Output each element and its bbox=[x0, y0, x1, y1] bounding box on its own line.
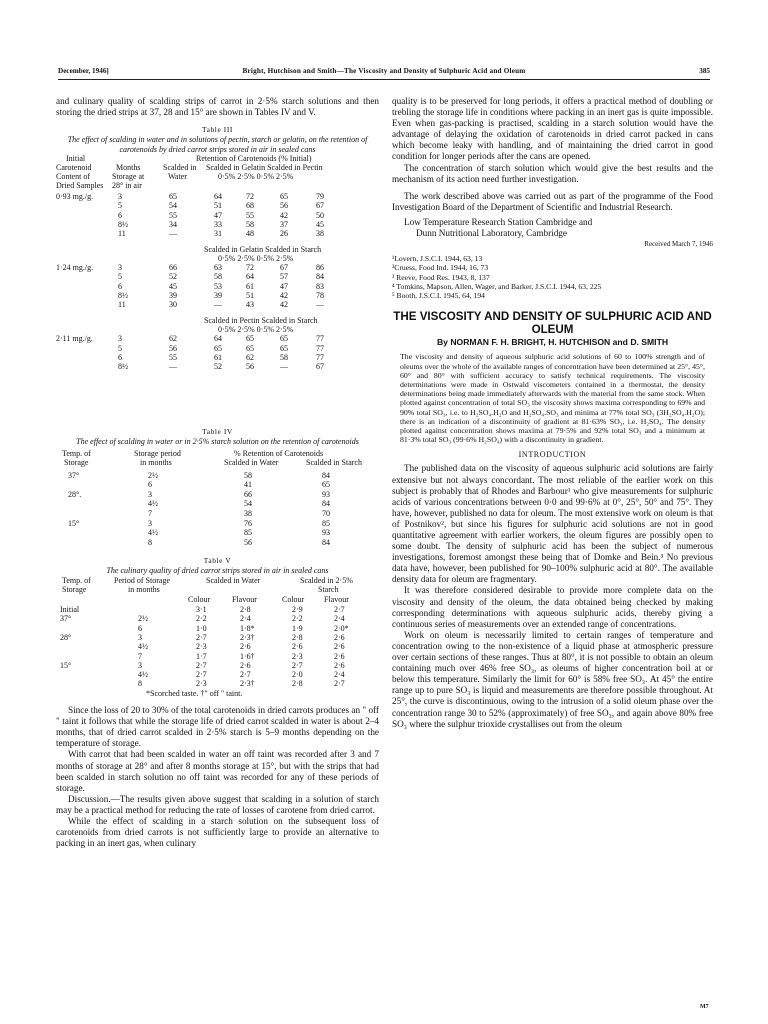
t4-cell: 6 bbox=[148, 480, 152, 490]
t5-footnote: *Scorched taste. †" off " taint. bbox=[146, 689, 243, 699]
t4-cell: 15° bbox=[68, 518, 80, 528]
t4-cell: 7 bbox=[148, 508, 152, 518]
t3-head-dried: Dried Samples bbox=[56, 181, 104, 191]
t5-cell: 2·3† bbox=[240, 632, 255, 642]
t3-cell: 50 bbox=[316, 210, 324, 220]
t3-head-storage: Storage at bbox=[112, 172, 145, 182]
t3-cell: 42 bbox=[280, 210, 288, 220]
t3-cell: 61 bbox=[214, 352, 222, 362]
t3-cell: 5 bbox=[118, 343, 122, 353]
table4-title: Table IV bbox=[202, 427, 233, 437]
t4-cell: 37° bbox=[68, 470, 80, 480]
t3-cell: 66 bbox=[169, 263, 177, 273]
t3-cell: 68 bbox=[246, 201, 254, 211]
t5-cell: 2·7 bbox=[240, 670, 251, 680]
t3-block-label: 1·24 mg./g. bbox=[56, 263, 94, 273]
t5-cell: 2·6 bbox=[292, 642, 303, 652]
t4-cell: 28°. bbox=[68, 489, 82, 499]
t4-cell: 4½ bbox=[148, 499, 158, 509]
t3-cell: 33 bbox=[214, 219, 222, 229]
t4-cell: 85 bbox=[322, 518, 330, 528]
t4-head-storage: Storage bbox=[64, 457, 89, 467]
t3-cell: 47 bbox=[214, 210, 222, 220]
t3-cell: 42 bbox=[280, 300, 288, 310]
t3-cell: 47 bbox=[280, 281, 288, 291]
t3-cell: 37 bbox=[280, 219, 288, 229]
t3-head-water: Water bbox=[168, 172, 187, 182]
t5-cell: 2·3 bbox=[292, 651, 303, 661]
t4-cell: 3 bbox=[148, 489, 152, 499]
article-abstract: The viscosity and density of aqueous sulphuric acid solutions of 60 to 100% strength and of oleums over the whole of the available ranges of concentration have been determined at 25°, 45°, 60° and 80° with sufficient accuracy to satisfy technical requirements. The viscosity determinations were made in Ostwald viscometers contained in a thermostat, the density determinations being made immediately afterwards with the material from the same stock. When plotted against concentration of total SO₃ the viscosity shows maxima corresponding to 69% and 90% total SO₃, i.e. to H₂SO₄.H₂O and H₂SO₄.SO₃ and minima at 77% total SO₃ (3H₂SO₄.H₂O); there is an indication of a discontinuity of gradient at 81·63% SO₃, i.e. H₂SO₄. The density plotted against concentration shows maxima at 79·5% and 92% total SO₃ and a minimum at 81·3% total SO₃ (99·6% H₂SO₄) with a discontinuity in gradient. bbox=[400, 352, 705, 445]
t5-cell: 8 bbox=[138, 679, 142, 689]
t5-cell: 3·1 bbox=[196, 605, 207, 615]
article-title: THE VISCOSITY AND DENSITY OF SULPHURIC ACID AND OLEUM bbox=[393, 310, 712, 337]
t3-cell: 42 bbox=[280, 291, 288, 301]
introduction-heading: INTRODUCTION bbox=[518, 450, 587, 460]
t5-head-starch: Scalded in 2·5% bbox=[300, 576, 353, 586]
t4-cell: 84 bbox=[322, 470, 330, 480]
table5-caption: The culinary quality of dried carrot strips stored in air in sealed cans bbox=[106, 565, 329, 575]
t5-head-months: in months bbox=[128, 585, 160, 595]
t3-head-retention: Retention of Carotenoids (% Initial) bbox=[196, 154, 312, 164]
t5-head-colour1: Colour bbox=[188, 595, 211, 605]
table3-title: Table III bbox=[202, 125, 233, 135]
t5-cell: 2·3 bbox=[196, 679, 207, 689]
t5-cell: 2·8 bbox=[292, 679, 303, 689]
t5-cell: 1·9 bbox=[292, 623, 303, 633]
right-paragraph-2: The concentration of starch solution which would give the best results and the mechanism of its action need further investigation. bbox=[392, 162, 713, 184]
t5-cell: 2·4 bbox=[334, 670, 345, 680]
left-column bbox=[56, 96, 379, 849]
t4-cell: 84 bbox=[322, 499, 330, 509]
affiliation-line-2: Dunn Nutritional Laboratory, Cambridge bbox=[416, 228, 567, 239]
t4-cell: 56 bbox=[244, 537, 252, 547]
t4-cell: 3 bbox=[148, 518, 152, 528]
table3 bbox=[56, 154, 379, 422]
t3-cell: 58 bbox=[246, 219, 254, 229]
t3-cell: 58 bbox=[214, 272, 222, 282]
t5-cell: 2·0* bbox=[334, 623, 349, 633]
t5-cell: 3 bbox=[138, 660, 142, 670]
right-paragraph-1: quality is to be preserved for long periods, it offers a practical method of doubling or trebling the storage life in conditions where packing in an inert gas is quite impossible. Even when gas-packing is practised, scalding in a starch solution would have the advantage of delaying the oxidation of carotenoids in dried carrot packed in cans which become leaky with handling, and of maintaining the dried carrot in good condition for longer periods after the cans are opened. bbox=[392, 96, 713, 162]
running-title: Bright, Hutchison and Smith—The Viscosity and Density of Sulphuric Acid and Oleum bbox=[242, 67, 526, 75]
t3-cell: 77 bbox=[316, 352, 324, 362]
t5-cell: 1·0 bbox=[196, 623, 207, 633]
t5-cell: 2·6 bbox=[240, 642, 251, 652]
t3-cell: 58 bbox=[280, 352, 288, 362]
t3-cell: 86 bbox=[316, 263, 324, 273]
t3-cell: 62 bbox=[169, 334, 177, 344]
t5-cell: 1·6† bbox=[240, 651, 255, 661]
t3-cell: 67 bbox=[316, 362, 324, 372]
t3-cell: 84 bbox=[316, 272, 324, 282]
article-authors: By NORMAN F. H. BRIGHT, H. HUTCHISON and D. SMITH bbox=[436, 337, 669, 348]
t3-cell: 8½ bbox=[118, 291, 128, 301]
t3-cell: 65 bbox=[280, 343, 288, 353]
t5-cell: 2·6 bbox=[334, 651, 345, 661]
t5-cell: 2·7 bbox=[196, 670, 207, 680]
affiliation-line-1: Low Temperature Research Station Cambridge and bbox=[404, 216, 593, 227]
t5-cell: 2·7 bbox=[334, 679, 345, 689]
t3-cell: 53 bbox=[214, 281, 222, 291]
t3-cell: 11 bbox=[118, 300, 126, 310]
left-paragraph-3: Discussion.—The results given above suggest that scalding in a solution of starch may be a practical method for reducing the rate of losses of carotene from dried carrot. bbox=[56, 793, 379, 815]
t5-cell: 2·3 bbox=[196, 642, 207, 652]
t3-cell: 64 bbox=[214, 192, 222, 202]
table5 bbox=[56, 575, 379, 699]
t4-cell: 65 bbox=[322, 480, 330, 490]
table4-caption: The effect of scalding in water or in 2·5% starch solution on the retention of carotenoids bbox=[76, 437, 359, 447]
t4-head-months: in months bbox=[140, 457, 172, 467]
t5-cell: 2½ bbox=[138, 614, 148, 624]
t3-cell: 77 bbox=[316, 334, 324, 344]
t5-head-flavour1: Flavour bbox=[232, 595, 257, 605]
table3-caption: The effect of scalding in water and in solutions of pectin, starch or gelatin, on the retention of carotenoids by dried carrot strips stored in air in sealed cans bbox=[67, 135, 368, 154]
t3-cell: 54 bbox=[169, 201, 177, 211]
t3-cell: 77 bbox=[316, 343, 324, 353]
t4-cell: 93 bbox=[322, 528, 330, 538]
t3-cell: 3 bbox=[118, 334, 122, 344]
t3-cell: 39 bbox=[169, 291, 177, 301]
t5-cell: 2·2 bbox=[196, 614, 207, 624]
t3-cell: 45 bbox=[316, 219, 324, 229]
t5-head-starch2: Starch bbox=[318, 585, 339, 595]
t5-head-flavour2: Flavour bbox=[324, 595, 349, 605]
t5-cell: 2·7 bbox=[292, 660, 303, 670]
t5-cell: 2·9 bbox=[292, 605, 303, 615]
t3-head-months: Months bbox=[116, 163, 141, 173]
t4-cell: 38 bbox=[244, 508, 252, 518]
received-date: Received March 7, 1946 bbox=[644, 240, 713, 249]
t5-cell: 37° bbox=[60, 614, 72, 624]
t3-cell: 31 bbox=[214, 229, 222, 239]
t3-cell: 65 bbox=[214, 343, 222, 353]
t3-cell: 67 bbox=[280, 263, 288, 273]
t3-cell: — bbox=[214, 300, 222, 310]
t3-head-carotenoid: Carotenoid bbox=[56, 163, 92, 173]
t3-cell: 30 bbox=[169, 300, 177, 310]
t3-cell: 51 bbox=[246, 291, 254, 301]
t3-cell: 5 bbox=[118, 201, 122, 211]
t4-head-temp: Temp. of bbox=[62, 448, 91, 458]
t5-cell: 2·8 bbox=[292, 632, 303, 642]
t5-cell: 2·0 bbox=[292, 670, 303, 680]
t3-block-conc: 0·5% 2·5% 0·5% 2·5% bbox=[218, 324, 294, 334]
t3-cell: 3 bbox=[118, 192, 122, 202]
t5-cell: 2·2 bbox=[292, 614, 303, 624]
t3-block-label: 2·11 mg./g. bbox=[56, 334, 93, 344]
t3-cell: 8½ bbox=[118, 219, 128, 229]
t4-head-starch: Scalded in Starch bbox=[306, 457, 362, 467]
right-paragraph-3: The work described above was carried out as part of the programme of the Food Investigation Board of the Department of Scientific and Industrial Research. bbox=[392, 190, 713, 212]
left-paragraph-2: With carrot that had been scalded in water an off taint was recorded after 3 and 7 months of storage at 28° and after 8 months storage at 15°, but with the strips that had been scalded in starch solution no off taint was recorded for any of these periods of storage. bbox=[56, 749, 379, 793]
t3-cell: 56 bbox=[246, 362, 254, 372]
t4-cell: 70 bbox=[322, 508, 330, 518]
t3-cell: — bbox=[316, 300, 324, 310]
t3-cell: 72 bbox=[246, 263, 254, 273]
t4-cell: 58 bbox=[244, 470, 252, 480]
t3-cell: 43 bbox=[246, 300, 254, 310]
t5-head-period: Period of Storage bbox=[114, 576, 170, 586]
page-number: 385 bbox=[699, 67, 710, 75]
t3-cell: 55 bbox=[246, 210, 254, 220]
t5-cell: 2·8 bbox=[240, 605, 251, 615]
t5-cell: 2·7 bbox=[196, 660, 207, 670]
reference-1: ¹Lovern, J.S.C.I. 1944, 63, 13 bbox=[392, 254, 483, 264]
t5-cell: 2·3† bbox=[240, 679, 255, 689]
t4-cell: 76 bbox=[244, 518, 252, 528]
t4-cell: 85 bbox=[244, 528, 252, 538]
t3-head-conc1: 0·5% 2·5% 0·5% 2·5% bbox=[218, 172, 294, 182]
t5-head-water: Scalded in Water bbox=[206, 576, 261, 586]
t3-cell: 11 bbox=[118, 229, 126, 239]
t4-cell: 84 bbox=[322, 537, 330, 547]
t5-cell: 3 bbox=[138, 632, 142, 642]
t3-cell: 65 bbox=[246, 334, 254, 344]
t3-cell: 51 bbox=[214, 201, 222, 211]
t4-cell: 41 bbox=[244, 480, 252, 490]
t3-block-group: Scalded in Gelatin Scalded in Starch bbox=[204, 244, 322, 254]
t3-cell: 38 bbox=[316, 229, 324, 239]
intro-paragraph: and culinary quality of scalding strips of carrot in 2·5% starch solutions and then storing the dried strips at 37, 28 and 15° are shown in Tables IV and V. bbox=[56, 96, 379, 118]
t3-cell: 55 bbox=[169, 210, 177, 220]
journal-mark: M7 bbox=[700, 1004, 709, 1010]
t3-cell: 45 bbox=[169, 281, 177, 291]
t5-cell: 4½ bbox=[138, 642, 148, 652]
t3-cell: 52 bbox=[214, 362, 222, 372]
t3-cell: — bbox=[169, 362, 177, 372]
t3-cell: 3 bbox=[118, 263, 122, 273]
t5-cell: 6 bbox=[138, 623, 142, 633]
t3-head-content: Content of bbox=[56, 172, 90, 182]
t3-head-group1: Scalded in Gelatin Scalded in Pectin bbox=[206, 163, 323, 173]
t5-cell: 2·7 bbox=[196, 632, 207, 642]
t5-cell: 2·7 bbox=[334, 605, 345, 615]
t3-cell: 55 bbox=[169, 352, 177, 362]
issue-date: December, 1946] bbox=[58, 67, 109, 75]
t3-cell: 78 bbox=[316, 291, 324, 301]
reference-3: ³ Reeve, Food Res. 1943, 8, 137 bbox=[392, 272, 490, 282]
t3-cell: 64 bbox=[214, 334, 222, 344]
t3-cell: 6 bbox=[118, 210, 122, 220]
t3-cell: 56 bbox=[280, 201, 288, 211]
t5-cell: 2·6 bbox=[334, 642, 345, 652]
t3-cell: 26 bbox=[280, 229, 288, 239]
references bbox=[392, 254, 713, 300]
t3-head-temp: 28° in air bbox=[112, 181, 142, 191]
t3-cell: 5 bbox=[118, 272, 122, 282]
t5-head-storage: Storage bbox=[62, 585, 87, 595]
t3-head-scalded: Scalded in bbox=[163, 163, 197, 173]
t3-cell: 57 bbox=[280, 272, 288, 282]
reference-2: ²Cruess, Food Ind. 1944, 16, 73 bbox=[392, 263, 489, 273]
t3-cell: 6 bbox=[118, 281, 122, 291]
t5-cell: Initial bbox=[60, 605, 80, 615]
t3-cell: — bbox=[169, 229, 177, 239]
t3-cell: 39 bbox=[214, 291, 222, 301]
t3-cell: 52 bbox=[169, 272, 177, 282]
t3-cell: 6 bbox=[118, 352, 122, 362]
reference-4: ⁴ Tomkins, Mapson, Allen, Wager, and Barker, J.S.C.I. 1944, 63, 225 bbox=[392, 281, 602, 291]
t4-cell: 2½ bbox=[148, 470, 158, 480]
left-paragraph-1: Since the loss of 20 to 30% of the total carotenoids in dried carrots produces an " off " taint it follows that while the storage life of dried carrot scalded in water is about 2–4 months, that of dried carrot scalded in 2·5% starch is 5–9 months depending on the temperature of storage. bbox=[56, 705, 379, 749]
t3-block-group: Scalded in Pectin Scalded in Starch bbox=[204, 315, 318, 325]
t3-cell: 65 bbox=[280, 334, 288, 344]
t3-head-initial: Initial bbox=[66, 154, 86, 164]
t3-cell: 72 bbox=[246, 192, 254, 202]
t5-cell: 28° bbox=[60, 632, 72, 642]
body-paragraph-3: Work on oleum is necessarily limited to certain ranges of temperature and concentration owing to the non-existence of a liquid phase at atmospheric pressure over certain sections of these ranges. Thus at 80°, it is not possible to obtain an oleum containing much over 46% free SO₃, as oleums of higher concentration boil at or below this temperature. Similarly the limit for 60° is 58% free SO₃. At 45° the entire range up to pure SO₃ is liquid and measurements are therefore possible throughout. At 25°, the curve is discontinuous, owing to the intrusion of a solid oleum phase over the concentration range 30 to 52% (approximately) of free SO₃, and again above 80% free SO₃ where the sulphur trioxide crystallises out from the oleum bbox=[392, 629, 713, 729]
t3-cell: — bbox=[280, 362, 288, 372]
t3-cell: 83 bbox=[316, 281, 324, 291]
t5-cell: 7 bbox=[138, 651, 142, 661]
t3-cell: 63 bbox=[214, 263, 222, 273]
t4-cell: 66 bbox=[244, 489, 252, 499]
t5-cell: 2·6 bbox=[334, 660, 345, 670]
body-paragraph-1: The published data on the viscosity of aqueous sulphuric acid solutions are fairly extensive but not always concordant. The most reliable of the earlier work on this subject is probably that of Rhodes and Barbour¹ who give measurements for sulphuric acids of various concentrations between 0·0 and 99·6% at 0°, 25°, 50° and 75°. They have, however, published no data for oleum. The most extensive work on oleum is that of Postnikov², but since his figures for sulphuric acid solutions are not in good quantitative agreement with earlier workers, the oleum figures are possibly open to some doubt. The density of sulphuric acid has been the subject of numerous investigations, foremost amongst these being that of Domke and Bein.³ No previous data have, however, been published for 90–100% sulphuric acid at 80°. The available density data for oleum are fragmentary. bbox=[392, 463, 713, 585]
running-header bbox=[58, 66, 710, 80]
t5-cell: 2·6 bbox=[334, 632, 345, 642]
t3-cell: 61 bbox=[246, 281, 254, 291]
t5-cell: 15° bbox=[60, 660, 72, 670]
t3-block-conc: 0·5% 2·5% 0·5% 2·5% bbox=[218, 253, 294, 263]
t3-cell: 48 bbox=[246, 229, 254, 239]
t3-cell: 62 bbox=[246, 352, 254, 362]
t4-cell: 54 bbox=[244, 499, 252, 509]
t5-head-temp: Temp. of bbox=[62, 576, 91, 586]
t4-head-water: Scalded in Water bbox=[224, 457, 279, 467]
table5-title: Table V bbox=[203, 555, 232, 565]
t5-cell: 2·4 bbox=[334, 614, 345, 624]
t5-cell: 4½ bbox=[138, 670, 148, 680]
t3-cell: 67 bbox=[316, 201, 324, 211]
right-column bbox=[392, 96, 713, 730]
t3-block-label: 0·93 mg./g. bbox=[56, 192, 94, 202]
table4 bbox=[56, 447, 379, 551]
t3-cell: 79 bbox=[316, 192, 324, 202]
t3-cell: 56 bbox=[169, 343, 177, 353]
t4-cell: 4½ bbox=[148, 528, 158, 538]
t4-head-retention: % Retention of Carotenoids bbox=[234, 448, 324, 458]
t3-cell: 65 bbox=[246, 343, 254, 353]
left-paragraph-4: While the effect of scalding in a starch solution on the subsequent loss of carotenoids from dried carrots is not sufficiently large to provide an alternative to packing in an inert gas, when culinary bbox=[56, 816, 379, 849]
body-paragraph-2: It was therefore considered desirable to provide more complete data on the viscosity and density of the oleum, the data obtained being checked by making corresponding determinations with aqueous sulphuric acids, thereby giving a continuous series of measurements over an extended range of concentrations. bbox=[392, 585, 713, 629]
t5-head-colour2: Colour bbox=[282, 595, 305, 605]
t4-cell: 8 bbox=[148, 537, 152, 547]
t3-cell: 34 bbox=[169, 219, 177, 229]
t3-cell: 64 bbox=[246, 272, 254, 282]
affiliation bbox=[392, 217, 713, 239]
t4-head-period: Storage period bbox=[134, 448, 181, 458]
t5-cell: 1·7 bbox=[196, 651, 207, 661]
reference-5: ⁵ Booth, J.S.C.I. 1945, 64, 194 bbox=[392, 291, 485, 301]
t3-cell: 65 bbox=[280, 192, 288, 202]
t5-cell: 2·6 bbox=[240, 660, 251, 670]
t4-cell: 93 bbox=[322, 489, 330, 499]
t5-cell: 1·8* bbox=[240, 623, 255, 633]
t3-cell: 65 bbox=[169, 192, 177, 202]
t5-cell: 2·4 bbox=[240, 614, 251, 624]
t3-cell: 8½ bbox=[118, 362, 128, 372]
